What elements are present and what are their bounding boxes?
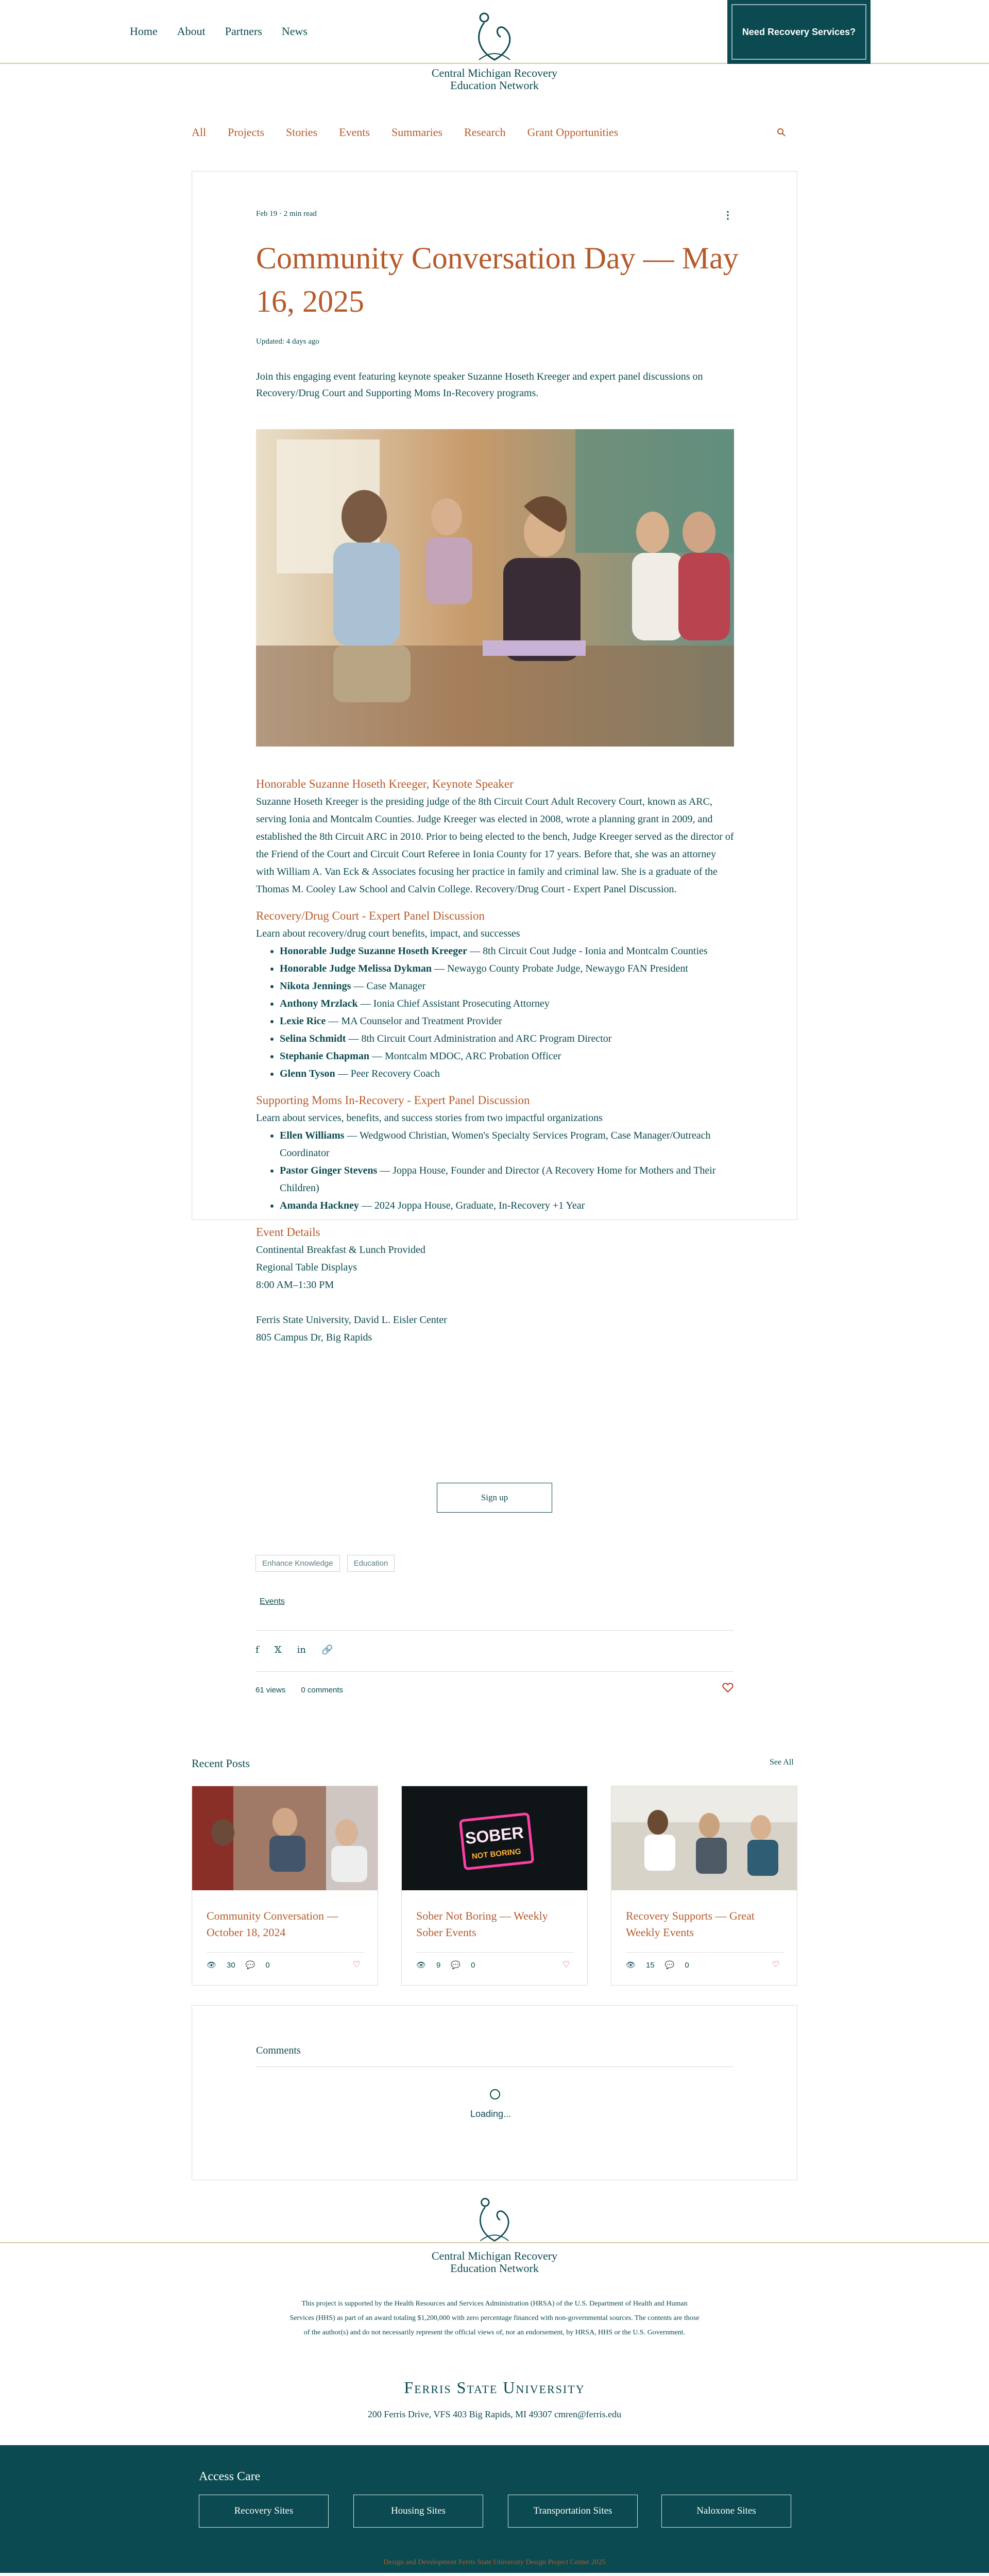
- post-meta: Feb 19 · 2 min read: [256, 210, 317, 218]
- list-item: • Selina Schmidt — 8th Circuit Court Administration and ARC Program Director: [280, 1030, 735, 1047]
- category-link-events[interactable]: Events: [260, 1597, 285, 1606]
- details-line-2: Regional Table Displays: [256, 1262, 357, 1273]
- footer-address: 200 Ferris Drive, VFS 403 Big Rapids, MI 49307 cmren@ferris.edu: [367, 2409, 622, 2419]
- logo-line-2: Education Network: [450, 79, 539, 92]
- details-time: 8:00 AM–1:30 PM: [256, 1279, 334, 1291]
- views: 9: [436, 1960, 441, 1970]
- views: 15: [646, 1960, 655, 1970]
- signup-button[interactable]: Sign up: [437, 1483, 552, 1513]
- naloxone-sites-button[interactable]: Naloxone Sites: [661, 2495, 791, 2528]
- list-item: • Honorable Judge Suzanne Hoseth Kreeger — 8th Circuit Cout Judge - Ionia and Montcalm Counties: [280, 942, 735, 960]
- more-options-icon[interactable]: ⋮: [723, 210, 733, 221]
- list-item: • Stephanie Chapman — Montcalm MDOC, ARC Probation Officer: [280, 1047, 735, 1065]
- tag-enhance-knowledge[interactable]: Enhance Knowledge: [255, 1555, 340, 1572]
- list-item: • Anthony Mrzlack — Ionia Chief Assistant Prosecuting Attorney: [280, 995, 735, 1012]
- recent-post-stats: [626, 1960, 689, 1970]
- share-bar: [255, 1645, 333, 1655]
- like-heart-icon[interactable]: ♡: [562, 1960, 570, 1969]
- footer-logo-line-1: Central Michigan Recovery: [431, 2249, 558, 2262]
- category-projects[interactable]: Projects: [228, 126, 265, 139]
- logo-line-1: Central Michigan Recovery: [431, 66, 558, 79]
- like-heart-icon[interactable]: ♡: [353, 1960, 361, 1969]
- see-all-link[interactable]: See All: [770, 1758, 794, 1767]
- loading-spinner-icon: [490, 2089, 500, 2099]
- list-item: • Glenn Tyson — Peer Recovery Coach: [280, 1065, 735, 1082]
- cta-label: Need Recovery Services?: [731, 4, 866, 60]
- divider: [416, 1952, 574, 1953]
- comments: 0: [471, 1960, 475, 1970]
- panel1-list: [256, 942, 735, 1082]
- nav-about[interactable]: About: [177, 25, 206, 38]
- recent-post-title[interactable]: Sober Not Boring — Weekly Sober Events: [416, 1909, 548, 1939]
- recent-posts-heading: Recent Posts: [192, 1757, 250, 1770]
- panel2-heading: Supporting Moms In-Recovery - Expert Panel Discussion: [256, 1094, 530, 1107]
- nav-partners[interactable]: Partners: [225, 25, 262, 38]
- eye-icon: 👁: [416, 1961, 427, 1970]
- like-heart-icon[interactable]: [722, 1683, 734, 1695]
- category-events[interactable]: Events: [339, 126, 370, 139]
- post-read-time: 2 min read: [283, 210, 317, 218]
- panel2-intro: Learn about services, benefits, and success stories from two impactful organizations: [256, 1112, 603, 1124]
- loading-text: Loading...: [470, 2109, 511, 2119]
- category-menu: [192, 126, 618, 139]
- list-item: • Nikota Jennings — Case Manager: [280, 977, 735, 995]
- list-item: • Lexie Rice — MA Counselor and Treatment Provider: [280, 1012, 735, 1030]
- comments-heading: Comments: [256, 2045, 301, 2056]
- tag-list: [255, 1555, 395, 1572]
- facebook-icon[interactable]: f: [255, 1645, 259, 1655]
- panel1-intro: Learn about recovery/drug court benefits, impact, and successes: [256, 928, 520, 939]
- divider: [256, 2066, 734, 2067]
- category-research[interactable]: Research: [464, 126, 506, 139]
- recent-post-image: [611, 1786, 797, 1890]
- credits: Design and Development Ferris State University Design Project Center 2025: [383, 2558, 606, 2566]
- post-date: Feb 19: [256, 210, 278, 218]
- recovery-sites-button[interactable]: Recovery Sites: [199, 2495, 329, 2528]
- footer-logo[interactable]: [391, 2196, 598, 2275]
- venue-address: 805 Campus Dr, Big Rapids: [256, 1332, 372, 1343]
- list-item: • Ellen Williams — Wedgwood Christian, Women's Specialty Services Program, Case Manager/Outreach Coordinator: [280, 1127, 735, 1162]
- university-name: Ferris State University: [404, 2378, 585, 2397]
- divider: [255, 1630, 734, 1631]
- views: 30: [227, 1960, 235, 1970]
- post-stats: [255, 1686, 343, 1694]
- comment-icon: 💬: [451, 1961, 461, 1970]
- blog-post: [192, 171, 797, 1343]
- need-services-button[interactable]: [727, 0, 871, 64]
- keynote-text: Suzanne Hoseth Kreeger is the presiding judge of the 8th Circuit Court Adult Recovery Court, known as ARC, serving Ionia and Montcalm Counties. Judge Kreeger was elected in 2008, wrote a planning grant in 2009, and established the 8th Circuit ARC in 2010. Prior to being elected to the bench, Judge Kreeger served as the director of the Friend of the Court and Circuit Court Referee in Ionia County for 17 years. Before that, she was an attorney with William A. Van Eck & Associates focusing her practice in family and criminal law. She is a graduate of the Thomas M. Cooley Law School and Calvin College. Recovery/Drug Court - Expert Panel Discussion.: [256, 796, 734, 895]
- venue-name: Ferris State University, David L. Eisler Center: [256, 1314, 447, 1326]
- divider: [626, 1952, 783, 1953]
- tag-education[interactable]: Education: [347, 1555, 395, 1572]
- eye-icon: 👁: [626, 1961, 636, 1970]
- hero-image: [256, 429, 734, 747]
- housing-sites-button[interactable]: Housing Sites: [353, 2495, 483, 2528]
- like-heart-icon[interactable]: ♡: [772, 1960, 780, 1969]
- post-lede: Join this engaging event featuring keynote speaker Suzanne Hoseth Kreeger and expert panel discussions on Recovery/Drug Court and Supporting Moms In-Recovery programs.: [256, 371, 703, 399]
- details-heading: Event Details: [256, 1226, 320, 1239]
- keynote-heading: Honorable Suzanne Hoseth Kreeger, Keynote Speaker: [256, 777, 514, 790]
- views-count: 61 views: [255, 1686, 286, 1694]
- post-body: [256, 775, 735, 1355]
- comments-count[interactable]: 0 comments: [301, 1686, 344, 1694]
- category-grant-opportunities[interactable]: Grant Opportunities: [527, 126, 619, 139]
- sign-sober-text: SOBER: [464, 1823, 525, 1848]
- panel1-heading: Recovery/Drug Court - Expert Panel Discussion: [256, 909, 485, 922]
- nav-news[interactable]: News: [281, 25, 308, 38]
- recent-post-card[interactable]: [611, 1786, 797, 1986]
- comments: 0: [685, 1960, 689, 1970]
- category-summaries[interactable]: Summaries: [391, 126, 443, 139]
- post-updated: Updated: 4 days ago: [256, 337, 319, 346]
- access-care-band: [0, 2445, 989, 2573]
- main-nav: [130, 25, 308, 38]
- details-line-1: Continental Breakfast & Lunch Provided: [256, 1244, 425, 1256]
- recent-post-stats: [207, 1960, 270, 1970]
- site-logo[interactable]: [391, 10, 598, 92]
- recent-post-card[interactable]: [192, 1786, 378, 1986]
- list-item: • Amanda Hackney — 2024 Joppa House, Graduate, In-Recovery +1 Year: [280, 1197, 735, 1214]
- link-icon[interactable]: 🔗: [321, 1645, 333, 1655]
- list-item: • Honorable Judge Melissa Dykman — Newaygo County Probate Judge, Newaygo FAN President: [280, 960, 735, 977]
- recent-post-stats: [416, 1960, 475, 1970]
- nav-home[interactable]: Home: [130, 25, 158, 38]
- x-icon[interactable]: 𝕏: [274, 1645, 282, 1655]
- logo-mark-icon: [464, 10, 525, 67]
- comments-section: [192, 2005, 797, 2180]
- recent-post-image: [402, 1786, 587, 1890]
- logo-mark-icon: [464, 2196, 525, 2247]
- search-icon[interactable]: [777, 128, 786, 139]
- funding-disclaimer: This project is supported by the Health Resources and Services Administration (HRSA) of the U.S. Department of Health and Human Services (HHS) as part of an award totaling $1,200,000 with zero percentage financed with non-governmental sources. The contents are those of the author(s) and do not necessarily represent the official views of, nor an endorsement, by HRSA, HHS or the U.S. Government.: [289, 2300, 700, 2336]
- linkedin-icon[interactable]: in: [297, 1645, 306, 1655]
- comment-icon: 💬: [245, 1961, 255, 1970]
- eye-icon: 👁: [207, 1961, 217, 1970]
- divider: [255, 1671, 734, 1672]
- category-stories[interactable]: Stories: [286, 126, 318, 139]
- recent-post-card[interactable]: [401, 1786, 588, 1986]
- post-title: Community Conversation Day — May 16, 2025: [256, 241, 739, 318]
- recent-post-title[interactable]: Community Conversation — October 18, 2024: [207, 1909, 338, 1939]
- sign-not-boring-text: NOT BORING: [471, 1847, 522, 1861]
- category-all[interactable]: All: [192, 126, 207, 139]
- comments: 0: [265, 1960, 270, 1970]
- panel2-list: [256, 1127, 735, 1214]
- comment-icon: 💬: [664, 1961, 675, 1970]
- divider: [207, 1952, 364, 1953]
- list-item: • Pastor Ginger Stevens — Joppa House, Founder and Director (A Recovery Home for Mothers and Their Children): [280, 1162, 735, 1197]
- transportation-sites-button[interactable]: Transportation Sites: [508, 2495, 638, 2528]
- access-care-heading: Access Care: [199, 2470, 261, 2483]
- recent-post-title[interactable]: Recovery Supports — Great Weekly Events: [626, 1909, 755, 1939]
- recent-post-image: [192, 1786, 378, 1890]
- footer-logo-line-2: Education Network: [450, 2262, 539, 2275]
- footer-divider: [0, 2242, 989, 2243]
